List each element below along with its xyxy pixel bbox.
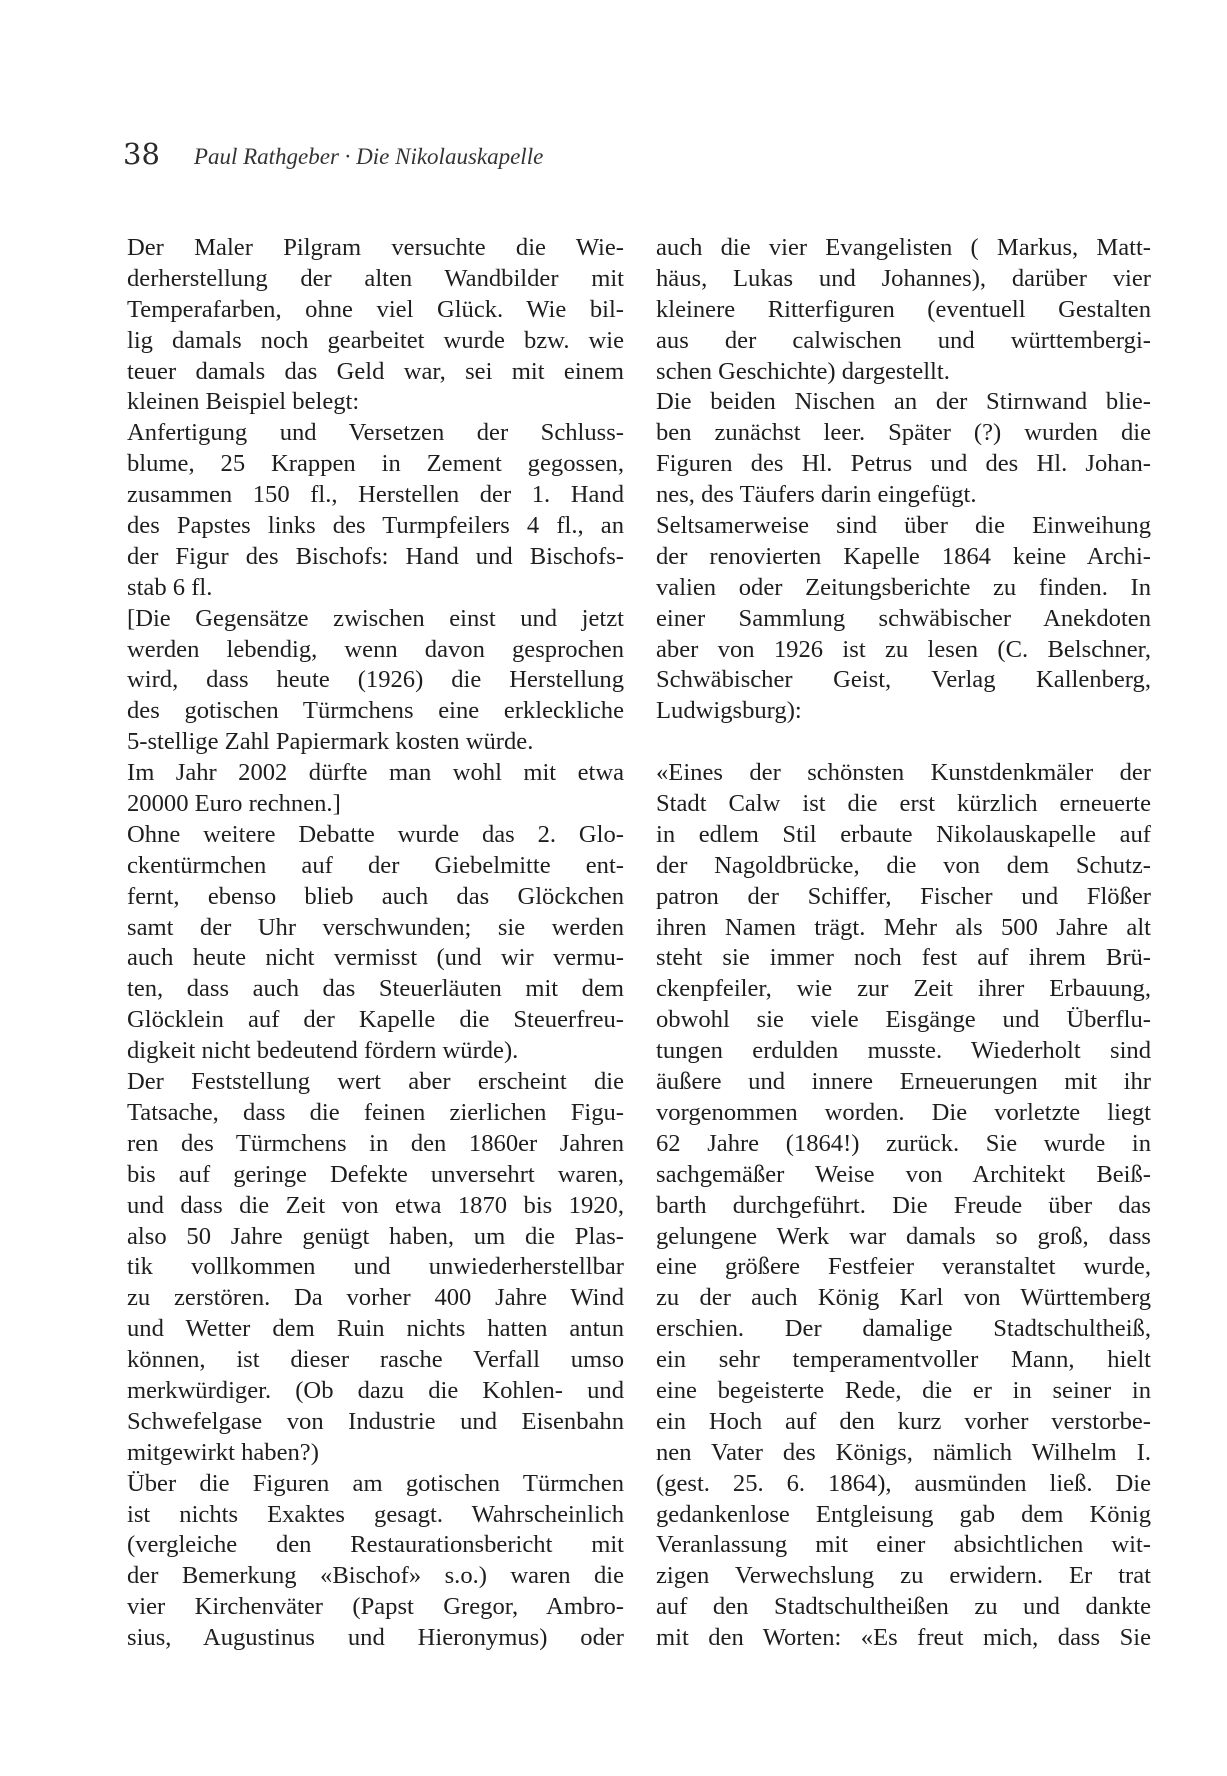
left-text-column [127, 233, 624, 1654]
text-line: ein Hoch auf den kurz vorher verstorbe- [656, 1407, 1151, 1435]
text-line: samt der Uhr verschwunden; sie werden [127, 913, 624, 941]
text-line: der Nagoldbrücke, die von dem Schutz- [656, 851, 1151, 879]
text-line: fernt, ebenso blieb auch das Glöckchen [127, 882, 624, 910]
text-line: (vergleiche den Restaurationsbericht mit [127, 1531, 624, 1559]
text-line: können, ist dieser rasche Verfall umso [127, 1346, 624, 1374]
text-line: Veranlassung mit einer absichtlichen wit- [656, 1531, 1151, 1559]
text-line: tik vollkommen und unwiederherstellbar [127, 1253, 624, 1281]
text-line: ckenpfeiler, wie zur Zeit ihrer Erbauung, [656, 975, 1151, 1003]
text-line: gelungene Werk war damals so groß, dass [656, 1222, 1151, 1250]
text-line: bis auf geringe Defekte unversehrt waren, [127, 1160, 624, 1188]
right-text-column [656, 233, 1151, 1654]
text-line: vorgenommen worden. Die vorletzte liegt [656, 1098, 1151, 1126]
text-line: wird, dass heute (1926) die Herstellung [127, 666, 624, 694]
text-line: Der Feststellung wert aber erscheint die [127, 1068, 624, 1096]
text-line: Die beiden Nischen an der Stirnwand blie- [656, 388, 1151, 416]
text-line: schen Geschichte) dargestellt. [656, 357, 950, 385]
text-line: Stadt Calw ist die erst kürzlich erneuerte [656, 790, 1151, 818]
text-line: ben zunächst leer. Später (?) wurden die [656, 419, 1151, 447]
text-line: Anfertigung und Versetzen der Schluss- [127, 419, 624, 447]
text-line: Seltsamerweise sind über die Einweihung [656, 512, 1151, 540]
text-line: zusammen 150 fl., Herstellen der 1. Hand [127, 481, 624, 509]
page-header [123, 137, 543, 171]
text-line: valien oder Zeitungsberichte zu finden. In [656, 573, 1151, 601]
text-line: «Eines der schönsten Kunstdenkmäler der [656, 759, 1151, 787]
text-line: Figuren des Hl. Petrus und des Hl. Johan- [656, 450, 1151, 478]
text-line: ihren Namen trägt. Mehr als 500 Jahre alt [656, 913, 1151, 941]
text-line: Schwäbischer Geist, Verlag Kallenberg, [656, 666, 1151, 694]
text-line: also 50 Jahre genügt haben, um die Plas- [127, 1222, 624, 1250]
text-line: ist nichts Exaktes gesagt. Wahrscheinlich [127, 1500, 624, 1528]
text-line: äußere und innere Erneuerungen mit ihr [656, 1068, 1151, 1096]
text-line: auch die vier Evangelisten ( Markus, Matt- [656, 234, 1151, 261]
text-line: und dass die Zeit von etwa 1870 bis 1920, [127, 1191, 624, 1219]
text-line: zigen Verwechslung zu erwidern. Er trat [656, 1562, 1151, 1590]
text-line: des gotischen Türmchens eine erkleckliche [127, 697, 624, 725]
text-line: der renovierten Kapelle 1864 keine Archi- [656, 542, 1151, 570]
text-line: gedankenlose Entgleisung gab dem König [656, 1500, 1151, 1528]
text-line: teuer damals das Geld war, sei mit einem [127, 357, 624, 385]
text-line: lig damals noch gearbeitet wurde bzw. wie [127, 326, 624, 354]
text-line: in edlem Stil erbaute Nikolauskapelle auf [656, 820, 1151, 848]
text-line: 20000 Euro rechnen.] [127, 790, 341, 818]
text-line: barth durchgeführt. Die Freude über das [656, 1191, 1151, 1219]
text-line: obwohl sie viele Eisgänge und Überflu- [656, 1006, 1151, 1034]
text-line: werden lebendig, wenn davon gesprochen [127, 635, 624, 663]
text-line: mit den Worten: «Es freut mich, dass Sie [656, 1624, 1151, 1652]
text-line: Im Jahr 2002 dürfte man wohl mit etwa [127, 759, 624, 787]
text-line: der Figur des Bischofs: Hand und Bischofs- [127, 542, 624, 570]
text-line: blume, 25 Krappen in Zement gegossen, [127, 450, 624, 478]
text-line: Ohne weitere Debatte wurde das 2. Glo- [127, 820, 624, 848]
text-line: Ludwigsburg): [656, 697, 802, 725]
text-line: nen Vater des Königs, nämlich Wilhelm I. [656, 1438, 1151, 1466]
text-line: Schwefelgase von Industrie und Eisenbahn [127, 1407, 624, 1435]
text-line: kleinere Ritterfiguren (eventuell Gestalten [656, 295, 1151, 323]
text-line: häus, Lukas und Johannes), darüber vier [656, 264, 1151, 292]
text-line: aus der calwischen und württembergi- [656, 326, 1151, 354]
text-line: ein sehr temperamentvoller Mann, hielt [656, 1346, 1151, 1374]
text-line: 5-stellige Zahl Papiermark kosten würde. [127, 728, 534, 756]
text-line: ten, dass auch das Steuerläuten mit dem [127, 975, 624, 1003]
text-line: vier Kirchenväter (Papst Gregor, Ambro- [127, 1593, 624, 1621]
text-line: merkwürdiger. (Ob dazu die Kohlen- und [127, 1376, 624, 1404]
text-line: Über die Figuren am gotischen Türmchen [127, 1469, 624, 1497]
page-number: 38 [123, 137, 160, 171]
text-line: steht sie immer noch fest auf ihrem Brü- [656, 944, 1151, 972]
running-head: Paul Rathgeber · Die Nikolauskapelle [193, 144, 544, 169]
text-line: zu der auch König Karl von Württemberg [656, 1284, 1151, 1312]
text-line: ckentürmchen auf der Giebelmitte ent- [127, 851, 624, 879]
text-line: tungen erdulden musste. Wiederholt sind [656, 1037, 1151, 1065]
text-line: auch heute nicht vermisst (und wir vermu- [127, 944, 624, 972]
text-line: ren des Türmchens in den 1860er Jahren [127, 1129, 624, 1157]
text-line: Temperafarben, ohne viel Glück. Wie bil- [127, 295, 624, 323]
text-line: Der Maler Pilgram versuchte die Wie- [127, 234, 624, 261]
text-line: stab 6 fl. [127, 573, 213, 601]
text-line: erschien. Der damalige Stadtschultheiß, [656, 1315, 1151, 1343]
text-line: mitgewirkt haben?) [127, 1438, 319, 1466]
text-line: und Wetter dem Ruin nichts hatten antun [127, 1315, 624, 1343]
text-line: einer Sammlung schwäbischer Anekdoten [656, 604, 1151, 632]
text-line: Tatsache, dass die feinen zierlichen Figu- [127, 1098, 624, 1126]
text-line: derherstellung der alten Wandbilder mit [127, 264, 624, 292]
text-line: eine begeisterte Rede, die er in seiner in [656, 1376, 1151, 1404]
text-line: der Bemerkung «Bischof» s.o.) waren die [127, 1562, 624, 1590]
text-line: patron der Schiffer, Fischer und Flößer [656, 882, 1151, 910]
text-line: (gest. 25. 6. 1864), ausmünden ließ. Die [656, 1469, 1151, 1497]
text-line: sius, Augustinus und Hieronymus) oder [127, 1624, 624, 1652]
text-line: [Die Gegensätze zwischen einst und jetzt [127, 604, 624, 632]
text-line: des Papstes links des Turmpfeilers 4 fl., an [127, 512, 624, 540]
blank-line [656, 727, 1151, 758]
text-line: 62 Jahre (1864!) zurück. Sie wurde in [656, 1129, 1151, 1157]
text-line: kleinen Beispiel belegt: [127, 388, 360, 416]
text-line: auf den Stadtschultheißen zu und dankte [656, 1593, 1151, 1621]
text-line: aber von 1926 ist zu lesen (C. Belschner, [656, 635, 1151, 663]
text-line: eine größere Festfeier veranstaltet wurde, [656, 1253, 1151, 1281]
text-line: Glöcklein auf der Kapelle die Steuerfreu- [127, 1006, 624, 1034]
text-line: nes, des Täufers darin eingefügt. [656, 481, 977, 509]
text-line: zu zerstören. Da vorher 400 Jahre Wind [127, 1284, 624, 1312]
text-line: digkeit nicht bedeutend fördern würde). [127, 1037, 519, 1065]
text-line: sachgemäßer Weise von Architekt Beiß- [656, 1160, 1151, 1188]
